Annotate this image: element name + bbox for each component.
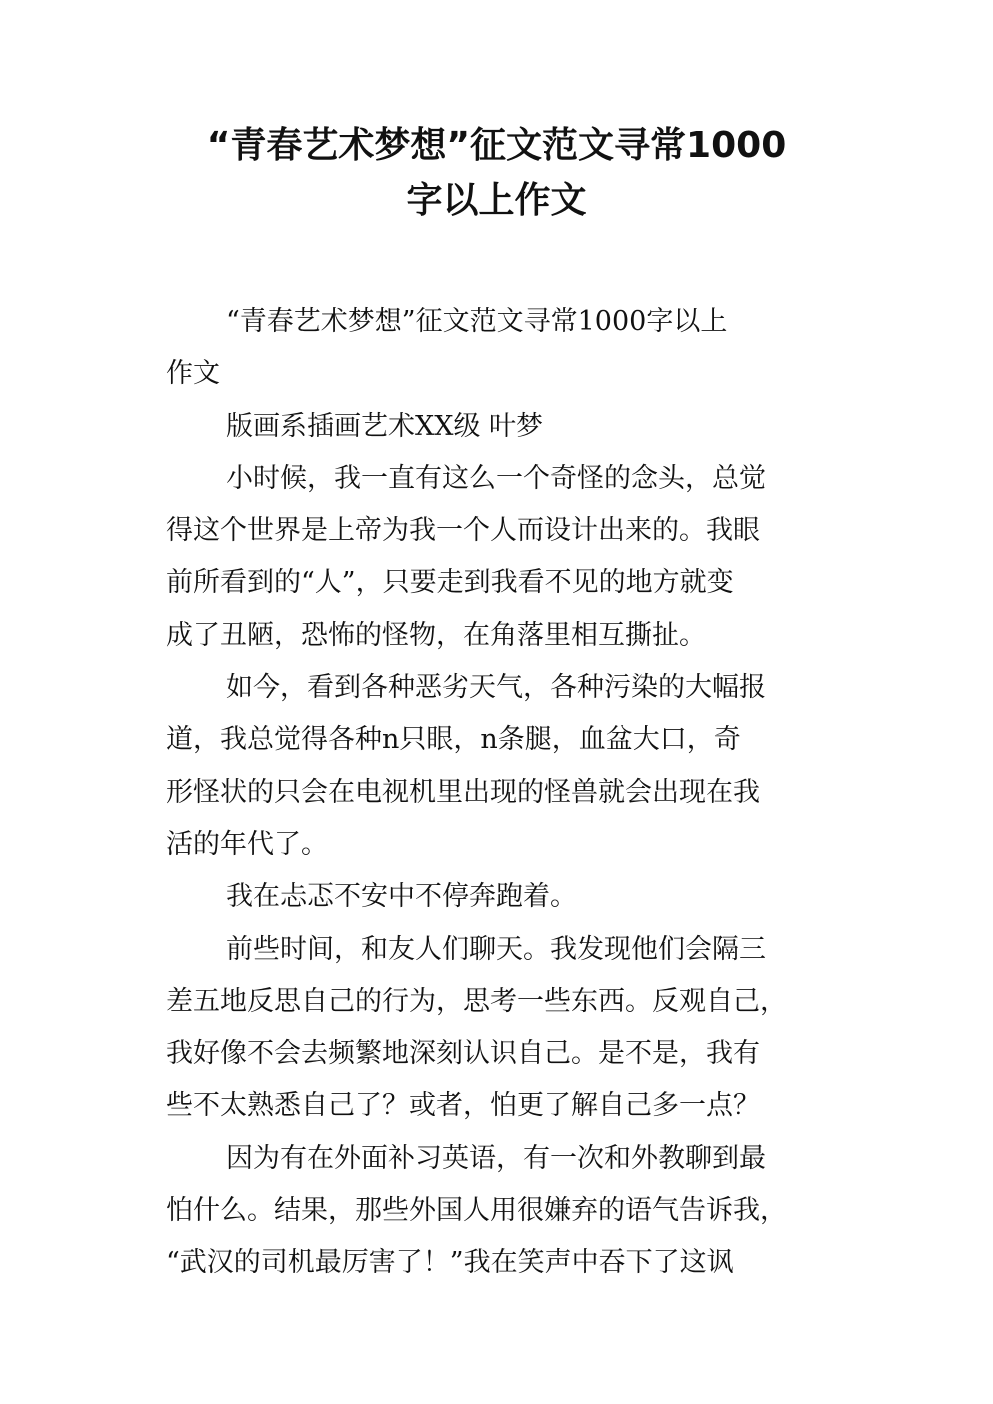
- paragraph-line: “青春艺术梦想”征文范文寻常1000字以上: [226, 306, 728, 337]
- paragraph-line: 怕什么。结果，那些外国人用很嫌弃的语气告诉我，: [166, 1195, 787, 1227]
- paragraph-line: 活的年代了。: [166, 828, 328, 860]
- paragraph-line: 前所看到的“人”，只要走到我看不见的地方就变: [166, 567, 734, 599]
- paragraph-line: 成了丑陋，恐怖的怪物，在角落里相互撕扯。: [166, 619, 706, 651]
- author-line: 版画系插画艺术XX级 叶梦: [226, 410, 544, 442]
- document-title: [120, 118, 873, 228]
- paragraph-line: 形怪状的只会在电视机里出现的怪兽就会出现在我: [166, 776, 760, 808]
- paragraph-line: 小时候，我一直有这么一个奇怪的念头，总觉: [226, 462, 766, 494]
- paragraph-line: 因为有在外面补习英语，有一次和外教聊到最: [226, 1142, 766, 1174]
- title-line-1: “青春艺术梦想”征文范文寻常1000: [206, 125, 787, 166]
- paragraph-line: 如今，看到各种恶劣天气，各种污染的大幅报: [226, 672, 766, 704]
- paragraph-line: 作文: [166, 358, 220, 390]
- title-line-2: 字以上作文: [406, 180, 587, 221]
- paragraph-line: “武汉的司机最厉害了！”我在笑声中吞下了这讽: [166, 1247, 734, 1279]
- paragraph-line: 前些时间，和友人们聊天。我发现他们会隔三: [226, 933, 766, 965]
- paragraph-line: 得这个世界是上帝为我一个人而设计出来的。我眼: [166, 515, 760, 547]
- paragraph-line: 我在忐忑不安中不停奔跑着。: [226, 881, 577, 913]
- paragraph-line: 些不太熟悉自己了？或者，怕更了解自己多一点？: [166, 1090, 760, 1122]
- paragraph-line: 我好像不会去频繁地深刻认识自己。是不是，我有: [166, 1038, 760, 1070]
- paragraph-line: 差五地反思自己的行为，思考一些东西。反观自己，: [166, 985, 787, 1017]
- paragraph-line: 道，我总觉得各种n只眼，n条腿，血盆大口，奇: [166, 724, 741, 756]
- document-body: [166, 296, 836, 1290]
